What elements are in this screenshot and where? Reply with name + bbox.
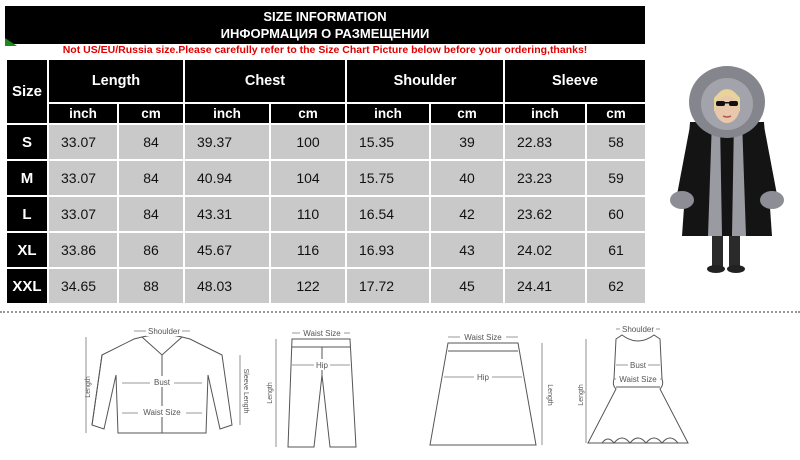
sleeve-inch-cell: 24.41 (504, 268, 586, 304)
chest-cm-cell: 110 (270, 196, 346, 232)
unit-header: cm (118, 103, 184, 124)
coat-length-label: Length (85, 376, 92, 398)
dress-length-label: Length (578, 384, 585, 406)
chest-inch-cell: 48.03 (184, 268, 270, 304)
unit-header: cm (430, 103, 504, 124)
shoulder-inch-cell: 17.72 (346, 268, 430, 304)
dress-bust-label: Bust (629, 361, 647, 370)
size-label: M (6, 160, 48, 196)
sleeve-inch-cell: 23.23 (504, 160, 586, 196)
unit-header: inch (184, 103, 270, 124)
shoulder-cm-cell: 39 (430, 124, 504, 160)
pants-hip-label: Hip (315, 361, 329, 370)
shoulder-cm-cell: 43 (430, 232, 504, 268)
table-row (6, 232, 646, 268)
sleeve-inch-cell: 23.62 (504, 196, 586, 232)
coat-waist-label: Waist Size (143, 408, 181, 417)
length-inch-cell: 34.65 (48, 268, 118, 304)
pants-diagram (262, 325, 372, 453)
shoulder-cm-cell: 40 (430, 160, 504, 196)
sleeve-header: Sleeve (504, 59, 646, 103)
shoulder-header: Shoulder (346, 59, 504, 103)
sleeve-cm-cell: 61 (586, 232, 646, 268)
dress-shoulder-label: Shoulder (621, 325, 655, 334)
section-divider (0, 311, 800, 313)
skirt-diagram (418, 325, 558, 453)
product-photo (660, 60, 794, 274)
length-cm-cell: 84 (118, 196, 184, 232)
table-row (6, 268, 646, 304)
size-column-header: Size (6, 59, 48, 124)
chest-cm-cell: 100 (270, 124, 346, 160)
shoulder-inch-cell: 15.75 (346, 160, 430, 196)
sleeve-cm-cell: 60 (586, 196, 646, 232)
coat-shoulder-label: Shoulder (147, 327, 181, 336)
chest-inch-cell: 43.31 (184, 196, 270, 232)
skirt-hip-label: Hip (476, 373, 490, 382)
title-english: SIZE INFORMATION (263, 9, 387, 24)
size-label: XXL (6, 268, 48, 304)
length-cm-cell: 84 (118, 124, 184, 160)
unit-header: cm (270, 103, 346, 124)
shoulder-inch-cell: 16.54 (346, 196, 430, 232)
sleeve-inch-cell: 22.83 (504, 124, 586, 160)
shoulder-inch-cell: 16.93 (346, 232, 430, 268)
shoulder-cm-cell: 42 (430, 196, 504, 232)
sleeve-inch-cell: 24.02 (504, 232, 586, 268)
chest-inch-cell: 45.67 (184, 232, 270, 268)
size-label: S (6, 124, 48, 160)
length-inch-cell: 33.07 (48, 124, 118, 160)
title-russian: ИНФОРМАЦИЯ О РАЗМЕЩЕНИИ (220, 26, 430, 41)
sleeve-cm-cell: 59 (586, 160, 646, 196)
chest-cm-cell: 116 (270, 232, 346, 268)
sleeve-cm-cell: 62 (586, 268, 646, 304)
size-label: XL (6, 232, 48, 268)
coat-diagram (82, 325, 252, 453)
size-info-header (5, 6, 645, 44)
length-inch-cell: 33.86 (48, 232, 118, 268)
skirt-length-label: Length (546, 384, 553, 406)
unit-header: cm (586, 103, 646, 124)
size-chart-table (5, 58, 647, 305)
dress-diagram (578, 325, 708, 453)
shoulder-cm-cell: 45 (430, 268, 504, 304)
table-row (6, 160, 646, 196)
table-row (6, 196, 646, 232)
pants-waist-label: Waist Size (303, 329, 341, 338)
chest-cm-cell: 104 (270, 160, 346, 196)
chest-header: Chest (184, 59, 346, 103)
coat-sleeve-label: Sleeve Length (242, 368, 249, 414)
size-label: L (6, 196, 48, 232)
coat-bust-label: Bust (153, 378, 171, 387)
length-inch-cell: 33.07 (48, 196, 118, 232)
pants-length-label: Length (267, 382, 274, 404)
dress-waist-label: Waist Size (619, 375, 657, 384)
length-cm-cell: 84 (118, 160, 184, 196)
unit-header: inch (504, 103, 586, 124)
length-cm-cell: 86 (118, 232, 184, 268)
skirt-waist-label: Waist Size (464, 333, 502, 342)
chest-cm-cell: 122 (270, 268, 346, 304)
chest-inch-cell: 39.37 (184, 124, 270, 160)
unit-header: inch (48, 103, 118, 124)
table-row (6, 124, 646, 160)
shoulder-inch-cell: 15.35 (346, 124, 430, 160)
sleeve-cm-cell: 58 (586, 124, 646, 160)
length-inch-cell: 33.07 (48, 160, 118, 196)
unit-header: inch (346, 103, 430, 124)
length-cm-cell: 88 (118, 268, 184, 304)
chest-inch-cell: 40.94 (184, 160, 270, 196)
size-notice: Not US/EU/Russia size.Please carefully refer to the Size Chart Picture below before your ordering,thanks! (62, 44, 588, 56)
length-header: Length (48, 59, 184, 103)
